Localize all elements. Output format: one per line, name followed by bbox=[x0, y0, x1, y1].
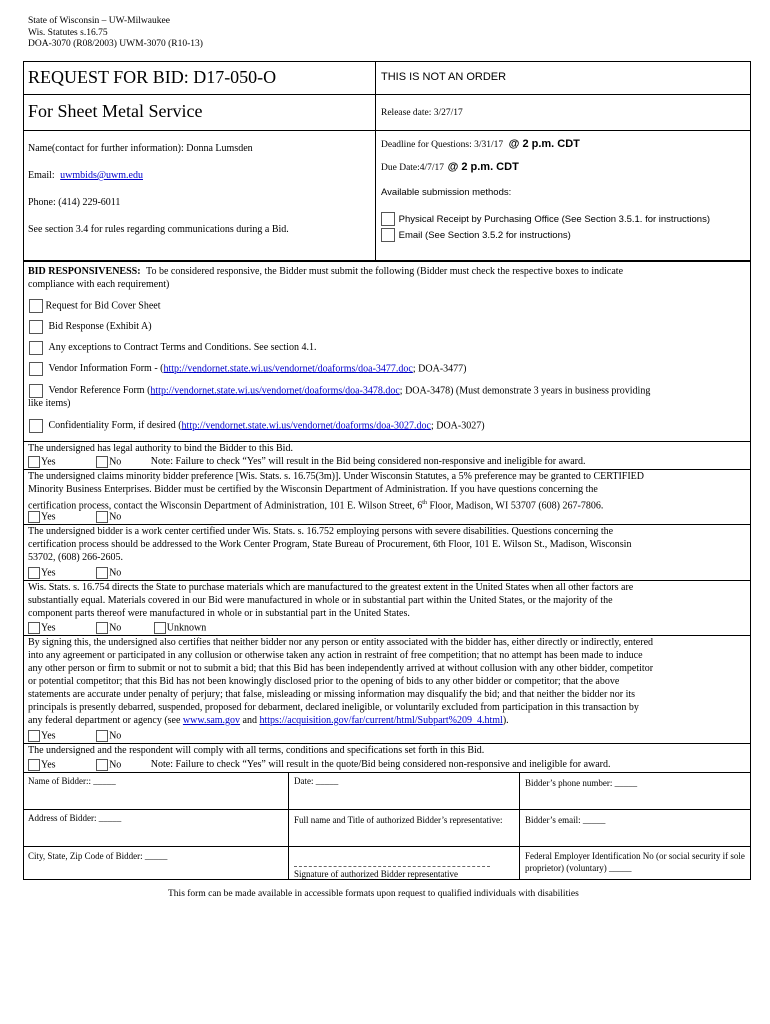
req-vendor-reference-cont: like items) bbox=[28, 398, 71, 409]
cert-work-line1: The undersigned bidder is a work center certified under Wis. Stats. s. 16.752 employing persons with severe disabilities. Questions concerning the bbox=[28, 526, 614, 537]
cert-us-line3: component parts thereof were manufactured in whole or in substantial part in the United States. bbox=[28, 608, 410, 619]
cert-work-line3: 53702, (608) 266-2605. bbox=[28, 552, 123, 563]
comply-no-checkbox[interactable] bbox=[96, 759, 108, 771]
header-form-number: DOA-3070 (R08/2003) UWM-3070 (R10-13) bbox=[28, 39, 203, 49]
bidder-name-field[interactable]: Name of Bidder:: _____ bbox=[28, 776, 116, 786]
accessibility-footer: This form can be made available in accessible formats upon request to qualified individuals with disabilities bbox=[168, 889, 579, 899]
submission-methods: Available submission methods: bbox=[381, 187, 512, 198]
cert-sign-line7: any federal department or agency (see www.sam.gov and https://acquisition.gov/far/current/html/Subpart%209_4.html). bbox=[28, 715, 509, 726]
req-cover-sheet-checkbox[interactable] bbox=[29, 299, 43, 313]
comply-note: Note: Failure to check “Yes” will result in the quote/Bid being considered non-responsive and ineligible for award. bbox=[150, 759, 611, 771]
cert-comply: The undersigned and the respondent will comply with all terms, conditions and specifications set forth in this Bid. bbox=[28, 745, 485, 756]
method-email: Email (See Section 3.5.2 for instructions) bbox=[381, 228, 571, 242]
us-unknown-checkbox[interactable] bbox=[154, 622, 166, 634]
req-bid-response: Bid Response (Exhibit A) bbox=[29, 320, 152, 334]
cert-authority-options: Yes No Note: Failure to check “Yes” will result in the Bid being considered non-responsive and ineligible for award. bbox=[28, 456, 586, 468]
us-yes-checkbox[interactable] bbox=[28, 622, 40, 634]
signature-line[interactable] bbox=[294, 866, 490, 867]
bidder-date-field[interactable]: Date: _____ bbox=[294, 776, 339, 786]
acquisition-gov-link[interactable]: https://acquisition.gov/far/current/html/Subpart%209_4.html bbox=[259, 715, 503, 726]
bidder-phone-field[interactable]: Bidder’s phone number: _____ bbox=[525, 778, 638, 788]
cert-sign-line6: principals is presently debarred, suspended, proposed for debarment, declared ineligible, or voluntarily excluded from participation in this transaction by bbox=[28, 702, 639, 713]
method-physical-checkbox[interactable] bbox=[381, 212, 395, 226]
deadline-questions: Deadline for Questions: 3/31/17 @ 2 p.m. CDT bbox=[381, 138, 580, 150]
authority-note: Note: Failure to check “Yes” will result in the Bid being considered non-responsive and ineligible for award. bbox=[150, 456, 586, 468]
contact-name: Name(contact for further information): Donna Lumsden bbox=[28, 143, 253, 154]
cert-us-line2: substantially equal. Materials covered in our Bid were manufactured in whole or in substantial part within the United States, or the majority of the bbox=[28, 595, 613, 606]
sam-gov-link[interactable]: www.sam.gov bbox=[182, 715, 241, 726]
contact-phone: Phone: (414) 229-6011 bbox=[28, 197, 121, 208]
cert-us-options: Yes No Unknown bbox=[28, 622, 206, 634]
communication-rules: See section 3.4 for rules regarding communications during a Bid. bbox=[28, 224, 289, 235]
confidentiality-link[interactable]: http://vendornet.state.wi.us/vendornet/doaforms/doa-3027.doc bbox=[181, 420, 431, 432]
cert-sign-line2: into any agreement or participated in any collusion or otherwise taken any action in restraint of free competition; that no attempt has been made to induce bbox=[28, 650, 643, 661]
req-exceptions: Any exceptions to Contract Terms and Conditions. See section 4.1. bbox=[29, 341, 316, 355]
cert-sign-line1: By signing this, the undersigned also certifies that neither bidder nor any person or entity associated with the bidder has, either directly or indirectly, entered bbox=[28, 637, 654, 648]
cert-sign-line3: any other person or firm to submit or not to submit a bid; that this Bid has been independently arrived at without collusion with any other bidder, competitor bbox=[28, 663, 654, 674]
req-vendor-info: Vendor Information Form - (http://vendornet.state.wi.us/vendornet/doaforms/doa-3477.doc; DOA-3477) bbox=[29, 362, 466, 376]
work-yes-checkbox[interactable] bbox=[28, 567, 40, 579]
comply-yes-checkbox[interactable] bbox=[28, 759, 40, 771]
minority-no-checkbox[interactable] bbox=[96, 511, 108, 523]
us-no-checkbox[interactable] bbox=[96, 622, 108, 634]
cert-work-line2: certification process should be addressed to the Work Center Program, State Bureau of Procurement, 6th Floor, 101 E. Wilson St., Madison, Wisconsin bbox=[28, 539, 632, 550]
service-title: For Sheet Metal Service bbox=[28, 101, 203, 121]
request-title: REQUEST FOR BID: D17-050-O bbox=[28, 67, 277, 87]
method-email-checkbox[interactable] bbox=[381, 228, 395, 242]
req-vendor-reference: Vendor Reference Form (http://vendornet.state.wi.us/vendornet/doaforms/doa-3478.doc; DOA-3478) (Must demonstrate 3 years in business providing bbox=[29, 384, 650, 398]
bidder-signature-label: Signature of authorized Bidder representative bbox=[294, 869, 458, 879]
header-agency: State of Wisconsin – UW-Milwaukee bbox=[28, 16, 170, 26]
email-link[interactable]: uwmbids@uwm.edu bbox=[60, 170, 143, 181]
req-confidentiality: Confidentiality Form, if desired (http://vendornet.state.wi.us/vendornet/doaforms/doa-3027.doc; DOA-3027) bbox=[29, 419, 485, 433]
req-confidentiality-checkbox[interactable] bbox=[29, 419, 43, 433]
sign-no-checkbox[interactable] bbox=[96, 730, 108, 742]
cert-authority: The undersigned has legal authority to bind the Bidder to this Bid. bbox=[28, 443, 293, 454]
cert-work-options: Yes No bbox=[28, 567, 121, 579]
due-date: Due Date:4/7/17 @ 2 p.m. CDT bbox=[381, 161, 519, 173]
req-cover-sheet: Request for Bid Cover Sheet bbox=[29, 299, 160, 313]
bidder-rep-field[interactable]: Full name and Title of authorized Bidder’s representative: bbox=[294, 815, 503, 825]
bidder-city-field[interactable]: City, State, Zip Code of Bidder: _____ bbox=[28, 851, 168, 861]
email-label: Email: bbox=[28, 170, 55, 181]
req-exceptions-checkbox[interactable] bbox=[29, 341, 43, 355]
cert-minority-options: Yes No bbox=[28, 511, 121, 523]
vendor-info-link[interactable]: http://vendornet.state.wi.us/vendornet/doaforms/doa-3477.doc bbox=[163, 363, 413, 375]
vendor-reference-link[interactable]: http://vendornet.state.wi.us/vendornet/doaforms/doa-3478.doc bbox=[150, 385, 400, 397]
bidder-fein-field[interactable]: proprietor) (voluntary) _____ bbox=[525, 863, 632, 873]
cert-sign-options: Yes No bbox=[28, 730, 121, 742]
cert-sign-line4: or potential competitor; that this Bid has not been knowingly disclosed prior to the opening of bids to any other bidder or competitor; that the above bbox=[28, 676, 620, 687]
form-header bbox=[28, 16, 203, 51]
not-an-order: THIS IS NOT AN ORDER bbox=[381, 71, 507, 83]
authority-yes-checkbox[interactable] bbox=[28, 456, 40, 468]
bidder-fein-line1: Federal Employer Identification No (or social security if sole bbox=[525, 851, 745, 861]
responsiveness-intro-cont: compliance with each requirement) bbox=[28, 279, 170, 290]
header-statute: Wis. Statutes s.16.75 bbox=[28, 27, 108, 38]
cert-comply-options: Yes No Note: Failure to check “Yes” will result in the quote/Bid being considered non-responsive and ineligible for award. bbox=[28, 759, 611, 771]
authority-no-checkbox[interactable] bbox=[96, 456, 108, 468]
responsiveness-heading: BID RESPONSIVENESS: bbox=[28, 266, 141, 277]
cert-sign-line5: statements are accurate under penalty of perjury; that false, misleading or missing information may disqualify the bid; and that neither the bidder nor its bbox=[28, 689, 636, 700]
method-physical: Physical Receipt by Purchasing Office (See Section 3.5.1. for instructions) bbox=[381, 212, 710, 226]
responsiveness-intro: BID RESPONSIVENESS: To be considered responsive, the Bidder must submit the following (Bidder must check the respective boxes to indicate bbox=[28, 266, 624, 277]
work-no-checkbox[interactable] bbox=[96, 567, 108, 579]
contact-email bbox=[28, 170, 143, 181]
cert-us-line1: Wis. Stats. s. 16.754 directs the State to purchase materials which are manufactured to the greatest extent in the United States when all other factors are bbox=[28, 582, 634, 593]
req-vendor-reference-checkbox[interactable] bbox=[29, 384, 43, 398]
release-date: Release date: 3/27/17 bbox=[381, 108, 463, 118]
req-vendor-info-checkbox[interactable] bbox=[29, 362, 43, 376]
cert-minority-line3: certification process, contact the Wisconsin Department of Administration, 101 E. Wilson Street, 6th Floor, Madison, WI 53707 (608) 267-7806. bbox=[28, 500, 604, 512]
minority-yes-checkbox[interactable] bbox=[28, 511, 40, 523]
cert-minority-line2: Minority Business Enterprises. Bidder must be certified by the Wisconsin Department of Administration. If you have questions concerning the bbox=[28, 484, 598, 495]
bidder-email-field[interactable]: Bidder’s email: _____ bbox=[525, 815, 606, 825]
sign-yes-checkbox[interactable] bbox=[28, 730, 40, 742]
req-bid-response-checkbox[interactable] bbox=[29, 320, 43, 334]
cert-minority-line1: The undersigned claims minority bidder preference [Wis. Stats. s. 16.75(3m)]. Under Wisconsin Statutes, a 5% preference may be granted to CERTIFIED bbox=[28, 471, 645, 482]
bidder-address-field[interactable]: Address of Bidder: _____ bbox=[28, 813, 122, 823]
